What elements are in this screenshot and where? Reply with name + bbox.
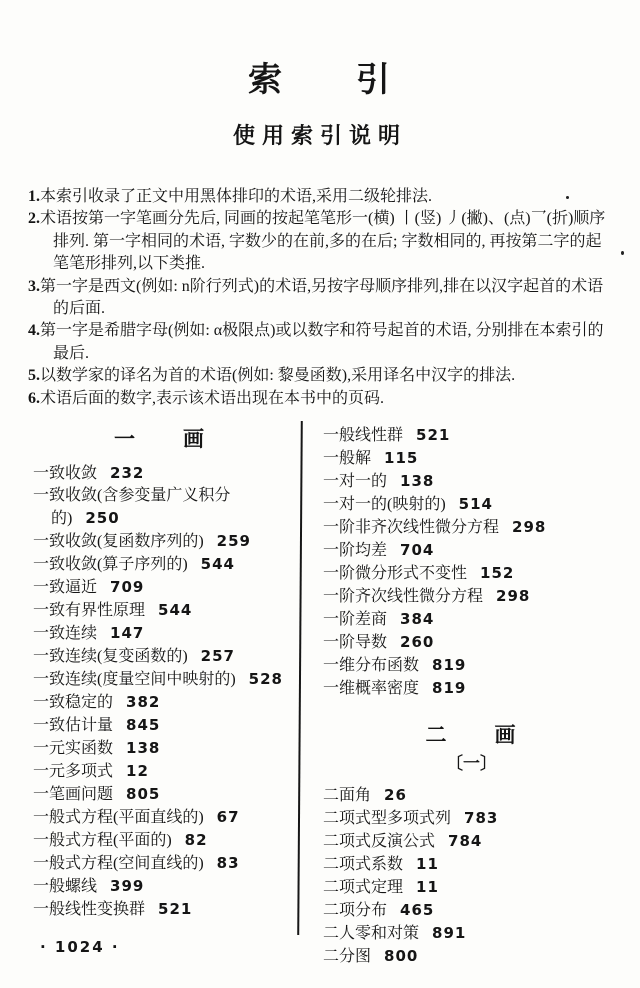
- instruction-item: [28, 186, 616, 208]
- index-entry: [33, 829, 287, 852]
- index-entry: [33, 622, 287, 645]
- scan-artifact-dot: [566, 196, 569, 199]
- index-entry: [323, 424, 620, 447]
- index-column-right: [323, 424, 620, 968]
- entry-term: 一般线性变换群: [33, 901, 146, 918]
- entry-term: 一阶差商: [323, 611, 388, 628]
- entry-term: 一致连续(复变函数的): [33, 648, 188, 665]
- instruction-text: 本索引收录了正文中用黑体排印的术语,采用二级轮排法.: [40, 188, 433, 205]
- entry-page-number: 805: [126, 785, 161, 803]
- index-entry: [33, 691, 287, 714]
- instruction-item: [28, 388, 616, 410]
- index-entry: [33, 485, 287, 530]
- index-entry: [323, 585, 620, 608]
- entry-term: 一维分布函数: [323, 657, 420, 674]
- instruction-number: 6.: [28, 389, 40, 407]
- column-divider-rule: [297, 421, 303, 935]
- entry-term: 一笔画问题: [33, 786, 114, 803]
- instruction-text: 以数学家的译名为首的术语(例如: 黎曼函数),采用译名中汉字的排法.: [40, 367, 516, 385]
- entry-page-number: 138: [126, 739, 161, 757]
- entry-page-number: 704: [400, 541, 435, 559]
- instruction-item: [28, 365, 616, 387]
- entry-term: 一元实函数: [33, 740, 114, 757]
- entry-page-number: 891: [432, 924, 467, 942]
- index-entry: [323, 830, 620, 853]
- entry-page-number: 521: [158, 900, 193, 918]
- instruction-number: 4.: [28, 322, 40, 340]
- entry-term: 二项分布: [323, 902, 388, 919]
- entry-page-number: 82: [184, 831, 208, 849]
- index-entry: [33, 553, 287, 576]
- index-entry: [33, 645, 287, 668]
- entry-term: 一般式方程(空间直线的): [33, 855, 204, 872]
- index-entry: [323, 922, 620, 945]
- scan-artifact-dot: [621, 251, 624, 255]
- entry-term: 二项式定理: [323, 879, 404, 896]
- stroke-group-heading-two: 二 画: [425, 723, 518, 747]
- entry-term: 一致收敛: [33, 465, 98, 482]
- entry-term: 二面角: [323, 787, 372, 804]
- entry-page-number: 11: [416, 878, 439, 896]
- entry-page-number: 12: [126, 762, 149, 780]
- entry-page-number: 298: [512, 518, 547, 536]
- instruction-text: 第一字是希腊字母(例如: α极限点)或以数字和符号起首的术语, 分别排在本索引的最后.: [40, 322, 604, 362]
- entry-term: 一致收敛(含参变量广义积分的): [33, 487, 231, 527]
- entry-term: 一般螺线: [33, 878, 98, 895]
- entry-page-number: 521: [416, 426, 451, 444]
- entry-term: 一般式方程(平面的): [33, 832, 172, 849]
- entry-page-number: 259: [216, 532, 251, 550]
- index-column-left: [33, 424, 287, 921]
- entry-term: 一阶非齐次线性微分方程: [323, 519, 500, 536]
- entry-page-number: 819: [432, 679, 467, 697]
- index-entry: [323, 677, 620, 700]
- entry-term: 一阶导数: [323, 634, 388, 651]
- entry-page-number: 298: [496, 587, 531, 605]
- entry-term: 一维概率密度: [323, 680, 420, 697]
- index-entry: [323, 807, 620, 830]
- index-entry: [33, 714, 287, 737]
- index-entry: [33, 875, 287, 898]
- index-entry: [323, 876, 620, 899]
- entry-term: 一致估计量: [33, 717, 114, 734]
- instruction-number: 1.: [28, 188, 40, 205]
- stroke-group-heading-one: 一 画: [114, 427, 206, 451]
- entry-term: 一般解: [323, 450, 372, 467]
- entry-term: 一致收敛(算子序列的): [33, 556, 188, 573]
- entry-page-number: 260: [400, 633, 435, 651]
- index-entry: [33, 668, 287, 691]
- index-entry: [323, 447, 620, 470]
- entry-term: 一般线性群: [323, 427, 404, 444]
- index-entry: [323, 470, 620, 493]
- instruction-number: 2.: [28, 210, 40, 228]
- instruction-item: [28, 320, 616, 365]
- entry-page-number: 152: [480, 564, 515, 582]
- entry-term: 一致有界性原理: [33, 602, 146, 619]
- index-entry: [33, 599, 287, 622]
- instruction-number: 5.: [28, 367, 40, 385]
- page-title: 索 引: [248, 62, 392, 99]
- usage-instructions-list: [28, 186, 616, 410]
- usage-section-title: 使用索引说明: [232, 123, 407, 148]
- stroke-subgroup-heading: 〔一〕: [446, 754, 497, 773]
- index-entry: [33, 852, 287, 875]
- index-entry: [33, 806, 287, 829]
- entry-term: 一阶齐次线性微分方程: [323, 588, 484, 605]
- entry-page-number: 115: [384, 449, 419, 467]
- entry-term: 二分图: [323, 948, 372, 965]
- entry-term: 一致连续(度量空间中映射的): [33, 671, 236, 688]
- entry-page-number: 232: [110, 464, 145, 482]
- entry-term: 一致逼近: [33, 579, 98, 596]
- entry-page-number: 514: [458, 495, 493, 513]
- index-entry: [323, 562, 620, 585]
- entry-term: 二项式系数: [323, 856, 404, 873]
- entry-term: 二项式反演公式: [323, 833, 436, 850]
- entry-page-number: 544: [200, 555, 235, 573]
- entry-term: 一致连续: [33, 625, 98, 642]
- entry-term: 一阶均差: [323, 542, 388, 559]
- index-entry: [33, 530, 287, 553]
- entry-page-number: 250: [85, 509, 120, 527]
- entry-page-number: 384: [400, 610, 435, 628]
- entry-page-number: 845: [126, 716, 161, 734]
- index-entry: [323, 631, 620, 654]
- index-entries-right-bottom: [323, 784, 620, 968]
- index-entry: [323, 899, 620, 922]
- instruction-item: [28, 208, 616, 275]
- entry-term: 一对一的(映射的): [323, 496, 446, 513]
- entry-term: 一致收敛(复函数序列的): [33, 533, 204, 550]
- index-entry: [323, 945, 620, 968]
- entry-page-number: 138: [400, 472, 435, 490]
- entry-page-number: 382: [126, 693, 161, 711]
- index-entry: [323, 493, 620, 516]
- index-entry: [33, 576, 287, 599]
- index-entry: [323, 654, 620, 677]
- entry-page-number: 147: [110, 624, 145, 642]
- entry-page-number: 819: [432, 656, 467, 674]
- entry-page-number: 399: [110, 877, 145, 895]
- index-entries-right-top: [323, 424, 620, 700]
- instruction-text: 第一字是西文(例如: n阶行列式)的术语,另按字母顺序排列,排在以汉字起首的术语的后面.: [40, 277, 604, 318]
- entry-term: 一般式方程(平面直线的): [33, 809, 204, 826]
- entry-page-number: 83: [216, 854, 240, 872]
- entry-page-number: 528: [248, 670, 283, 688]
- entry-page-number: 784: [448, 832, 483, 850]
- entry-page-number: 67: [216, 808, 240, 826]
- entry-page-number: 11: [416, 855, 439, 873]
- index-entry: [33, 898, 287, 921]
- index-entry: [323, 608, 620, 631]
- entry-term: 一阶微分形式不变性: [323, 565, 468, 582]
- entry-page-number: 26: [384, 786, 407, 804]
- index-entry: [33, 760, 287, 783]
- instruction-text: 术语按第一字笔画分先后, 同画的按起笔笔形一(横) 丨(竖) 丿(撇)、(点)乛(折)顺序排列. 第一字相同的术语, 字数少的在前,多的在后; 字数相同的, 再按第二字的起笔笔形排列,以下类推.: [40, 210, 606, 273]
- index-entries-left: [33, 462, 287, 921]
- entry-term: 二项式型多项式列: [323, 810, 452, 827]
- entry-term: 一对一的: [323, 473, 388, 490]
- entry-page-number: 800: [384, 947, 419, 965]
- index-entry: [33, 737, 287, 760]
- index-entry: [323, 516, 620, 539]
- entry-page-number: 257: [200, 647, 235, 665]
- page-number: · 1024 ·: [40, 938, 120, 956]
- entry-term: 一元多项式: [33, 763, 114, 780]
- index-entry: [323, 539, 620, 562]
- instruction-item: [28, 276, 616, 321]
- entry-term: 二人零和对策: [323, 925, 420, 942]
- entry-page-number: 709: [110, 578, 145, 596]
- index-entry: [33, 462, 287, 485]
- entry-page-number: 465: [400, 901, 435, 919]
- instruction-text: 术语后面的数字,表示该术语出现在本书中的页码.: [40, 389, 385, 407]
- index-entry: [33, 783, 287, 806]
- instruction-number: 3.: [28, 277, 40, 295]
- entry-page-number: 544: [158, 601, 193, 619]
- index-entry: [323, 784, 620, 807]
- entry-page-number: 783: [464, 809, 499, 827]
- index-entry: [323, 853, 620, 876]
- entry-term: 一致稳定的: [33, 694, 114, 711]
